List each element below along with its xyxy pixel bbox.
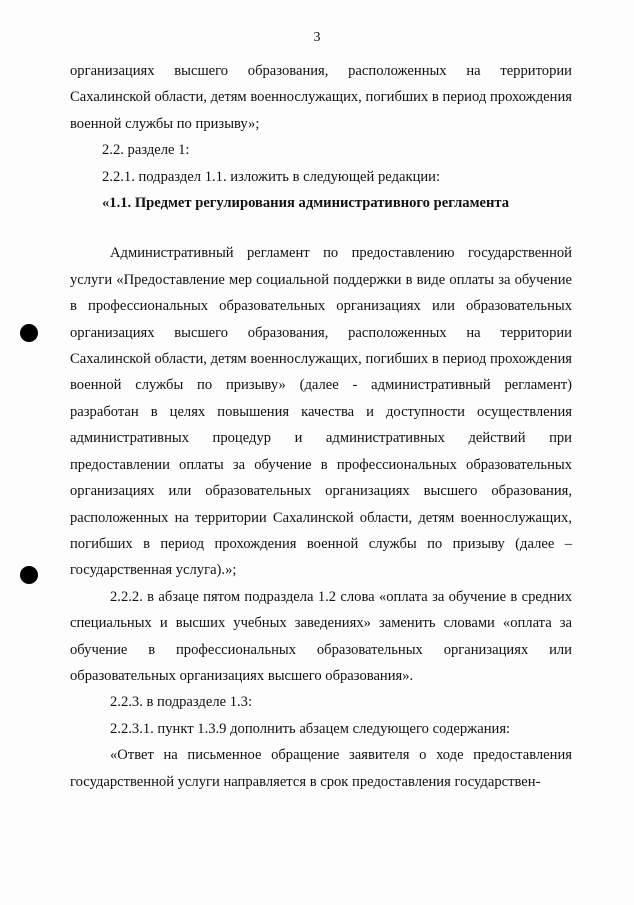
paragraph-section-2-2-2: 2.2.2. в абзаце пятом подраздела 1.2 слова «оплата за обучение в средних специальных и высших учебных заведениях» заменить словами «оплата за обучение в профессиональных образовательных организациях или образовательных организациях высшего образования».	[70, 588, 572, 684]
paragraph-quote-answer: «Ответ на письменное обращение заявителя о ходе предоставления государственной услуги направляется в срок предоставления государствен-	[70, 747, 572, 790]
paragraph-section-2-2: 2.2. разделе 1:	[102, 142, 190, 159]
document-body	[70, 58, 572, 795]
blank-line	[70, 216, 572, 240]
paragraph-section-2-2-3-1: 2.2.3.1. пункт 1.3.9 дополнить абзацем следующего содержания:	[110, 720, 511, 737]
punch-hole	[20, 566, 38, 584]
paragraph-regulation-text: Административный регламент по предоставлению государственной услуги «Предоставление мер социальной поддержки в виде оплаты за обучение в профессиональных образовательных организациях или образовательных организациях высшего образования, расположенных на территории Сахалинской области, детям военнослужащих, погибших в период прохождения военной службы по призыву» (далее - административный регламент) разработан в целях повышения качества и доступности осуществления административных процедур и административных действий при предоставлении оплаты за обучение в профессиональных образовательных организациях или образовательных организациях высшего образования, расположенных на территории Сахалинской области, детям военнослужащих, погибших в период прохождения военной службы по призыву (далее – государственная услуга).»;	[70, 245, 572, 579]
paragraph-section-2-2-1: 2.2.1. подраздел 1.1. изложить в следующей редакции:	[102, 168, 441, 185]
subsection-heading: «1.1. Предмет регулирования административного регламента	[102, 195, 510, 212]
page-number: 3	[313, 30, 321, 45]
punch-hole	[20, 324, 38, 342]
paragraph-section-2-2-3: 2.2.3. в подразделе 1.3:	[110, 694, 253, 711]
paragraph-continuation: организациях высшего образования, расположенных на территории Сахалинской области, детям военнослужащих, погибших в период прохождения военной службы по призыву»;	[70, 63, 572, 132]
